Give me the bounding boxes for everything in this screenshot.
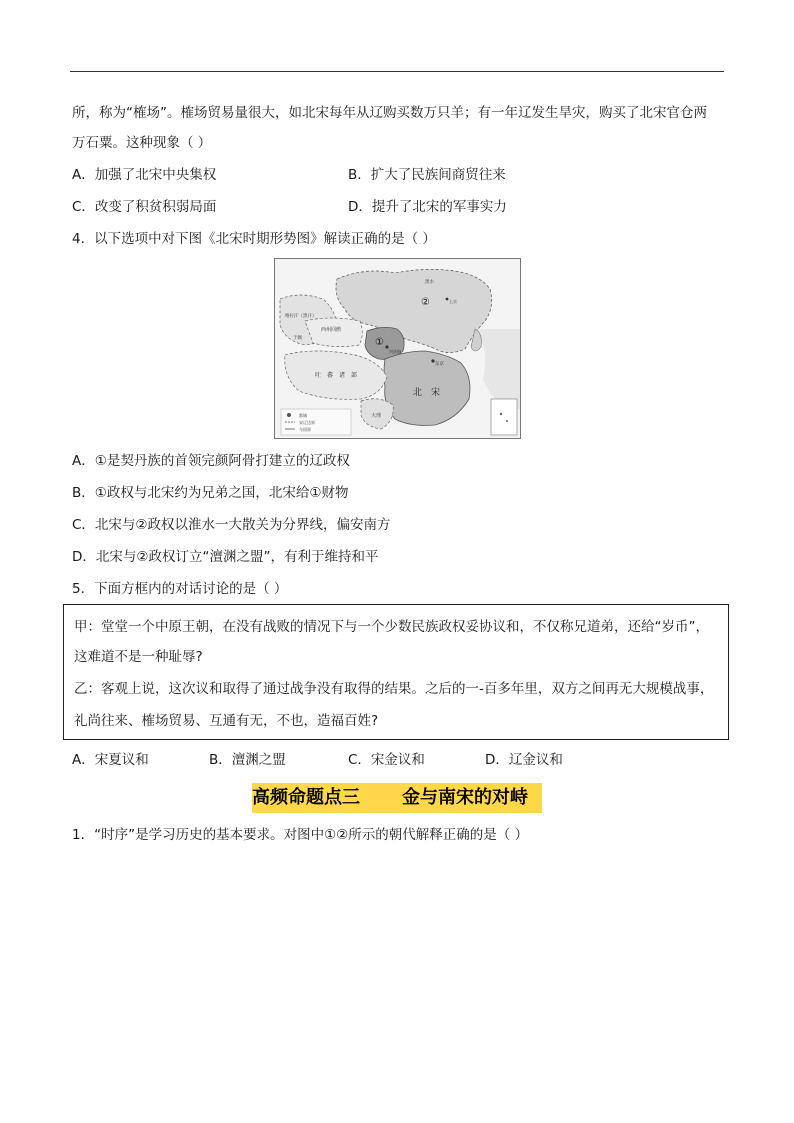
north-song-map [274,258,521,439]
q3-option-c[interactable]: C．改变了积贫积弱局面 [72,199,217,215]
q3-options-row1 [72,166,732,184]
q3-option-d[interactable]: D．提升了北宋的军事实力 [348,199,507,215]
map-legend-border: 宋辽边界 [299,420,315,425]
map-label-region1: ① [375,337,384,348]
q5-options-row [72,751,732,769]
q4-option-c[interactable]: C．北宋与②政权以淮水一大散关为分界线，偏安南方 [72,517,391,533]
map-legend-today: 今国界 [299,427,311,432]
q5-option-d[interactable]: D．辽金议和 [485,752,563,768]
map-label-karakhanid: 喀拉汗（黑汗） [285,314,317,319]
q4-option-a[interactable]: A．①是契丹族的首领完颜阿骨打建立的辽政权 [72,453,350,469]
q3-option-a[interactable]: A．加强了北宋中央集权 [72,167,217,183]
map-label-region2: ② [421,297,430,308]
q5-dialogue-box [63,604,729,740]
q3-text-line2: 万石粟。这种现象（ ） [72,135,212,151]
q5-option-b[interactable]: B．澶渊之盟 [209,752,286,768]
q5-option-c[interactable]: C．宋金议和 [348,752,425,768]
header-rule [70,71,724,72]
q1-stem: 1．“时序”是学习历史的基本要求。对图中①②所示的朝代解释正确的是（ ） [72,827,529,843]
map-label-dongjing: 东京 [435,362,444,367]
map-label-yutian: 于阗 [293,336,302,341]
q5-stem: 5．下面方框内的对话讨论的是（ ） [72,581,288,597]
map-label-heishui: 黑水 [425,280,434,285]
q3-text-line1: 所，称为“榷场”。榷场贸易量很大，如北宋每年从辽购买数万只羊；有一年辽发生旱灾，购买了北宋官仓两 [72,105,707,121]
q5-option-a[interactable]: A．宋夏议和 [72,752,149,768]
q5-dialogue-line4: 礼尚往来、榷场贸易、互通有无，不也，造福百姓? [74,713,379,729]
section-heading [252,783,542,813]
map-label-shangjing: 上京 [449,299,457,304]
q5-dialogue-line1: 甲：堂堂一个中原王朝，在没有战败的情况下与一个少数民族政权妥协议和，不仅称兄道弟，还给“岁币”， [74,619,709,635]
q3-option-b[interactable]: B．扩大了民族间商贸往来 [348,167,506,183]
q5-dialogue-line3: 乙：客观上说，这次议和取得了通过战争没有取得的结果。之后的一-百多年里，双方之间再无大规模战事， [74,681,714,697]
section-heading-left: 高频命题点三 [252,787,360,808]
map-graphic [275,259,520,438]
q3-options-row2 [72,198,732,216]
q4-option-b[interactable]: B．①政权与北宋约为兄弟之国，北宋给①财物 [72,485,349,501]
section-heading-right: 金与南宋的对峙 [402,787,528,808]
q5-dialogue-line2: 这难道不是一种耻辱? [74,649,203,665]
map-legend-capital: 都城 [299,413,307,418]
map-label-xingqing: 兴庆府 [389,349,401,354]
map-label-tubo: 吐 蕃 诸 部 [315,372,358,379]
q4-option-d[interactable]: D．北宋与②政权订立“澶渊之盟”，有利于维持和平 [72,549,379,565]
map-label-dali: 大理 [371,413,382,419]
map-label-north-song: 北 宋 [413,388,441,398]
q4-stem: 4．以下选项中对下图《北宋时期形势图》解读正确的是（ ） [72,231,436,247]
map-label-west-uyghur: 西州回鹘 [321,327,342,333]
